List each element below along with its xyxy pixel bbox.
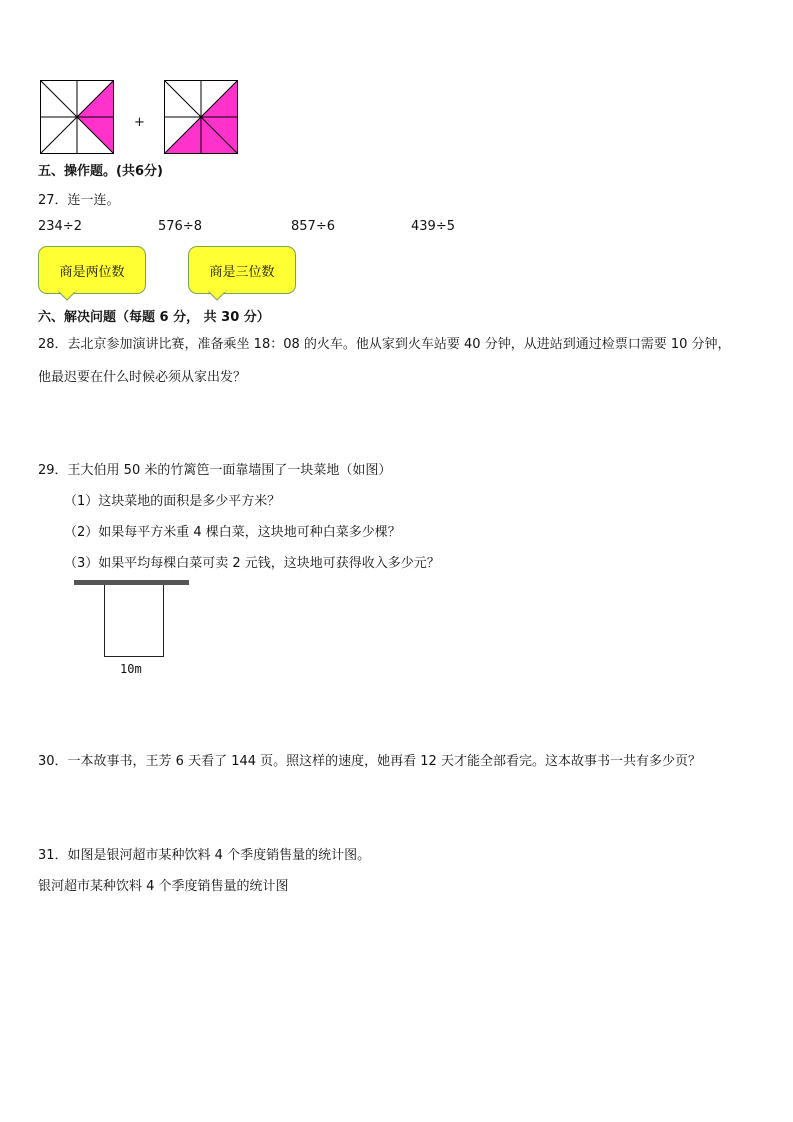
bubble-tail	[208, 290, 228, 302]
bubble-label: 商是两位数	[59, 264, 125, 280]
section6-heading: 六、解决问题（每题 6 分， 共 30 分）	[38, 310, 270, 325]
bubble-three-digit-quotient	[188, 246, 296, 294]
q27-prompt: 27．连一连。	[38, 193, 120, 208]
vegetable-plot	[104, 585, 164, 657]
q28-line2: 他最迟要在什么时候必须从家出发？	[38, 370, 247, 385]
plus-sign: +	[134, 115, 145, 130]
q30-text: 30．一本故事书，王芳 6 天看了 144 页。照这样的速度，她再看 12 天才能全部看完。这本故事书一共有多少页？	[38, 754, 701, 769]
section5-heading: 五、操作题。(共6分)	[38, 164, 163, 179]
expression-3: 857÷6	[291, 219, 335, 234]
q28-line1: 28．去北京参加演讲比赛，准备乘坐 18：08 的火车。他从家到火车站要 40 分钟，从进站到通过检票口需要 10 分钟，	[38, 337, 731, 352]
q29-stem: 29．王大伯用 50 米的竹篱笆一面靠墙围了一块菜地（如图）	[38, 463, 392, 478]
bubble-tail	[58, 290, 78, 302]
plot-width-label: 10m	[120, 662, 142, 676]
expression-4: 439÷5	[411, 219, 455, 234]
q29-sub3: （3）如果平均每棵白菜可卖 2 元钱，这块地可获得收入多少元？	[64, 556, 440, 571]
fraction-square-left	[40, 80, 114, 154]
bubble-two-digit-quotient	[38, 246, 146, 294]
q29-sub2: （2）如果每平方米重 4 棵白菜，这块地可种白菜多少棵？	[64, 525, 401, 540]
expression-1: 234÷2	[38, 219, 82, 234]
q31-text: 31．如图是银河超市某种饮料 4 个季度销售量的统计图。	[38, 848, 371, 863]
q31-chart-caption: 银河超市某种饮料 4 个季度销售量的统计图	[38, 879, 289, 894]
expression-2: 576÷8	[158, 219, 202, 234]
q29-sub1: （1）这块菜地的面积是多少平方米？	[64, 494, 281, 509]
fraction-square-right	[164, 80, 238, 154]
bubble-label: 商是三位数	[209, 264, 275, 280]
